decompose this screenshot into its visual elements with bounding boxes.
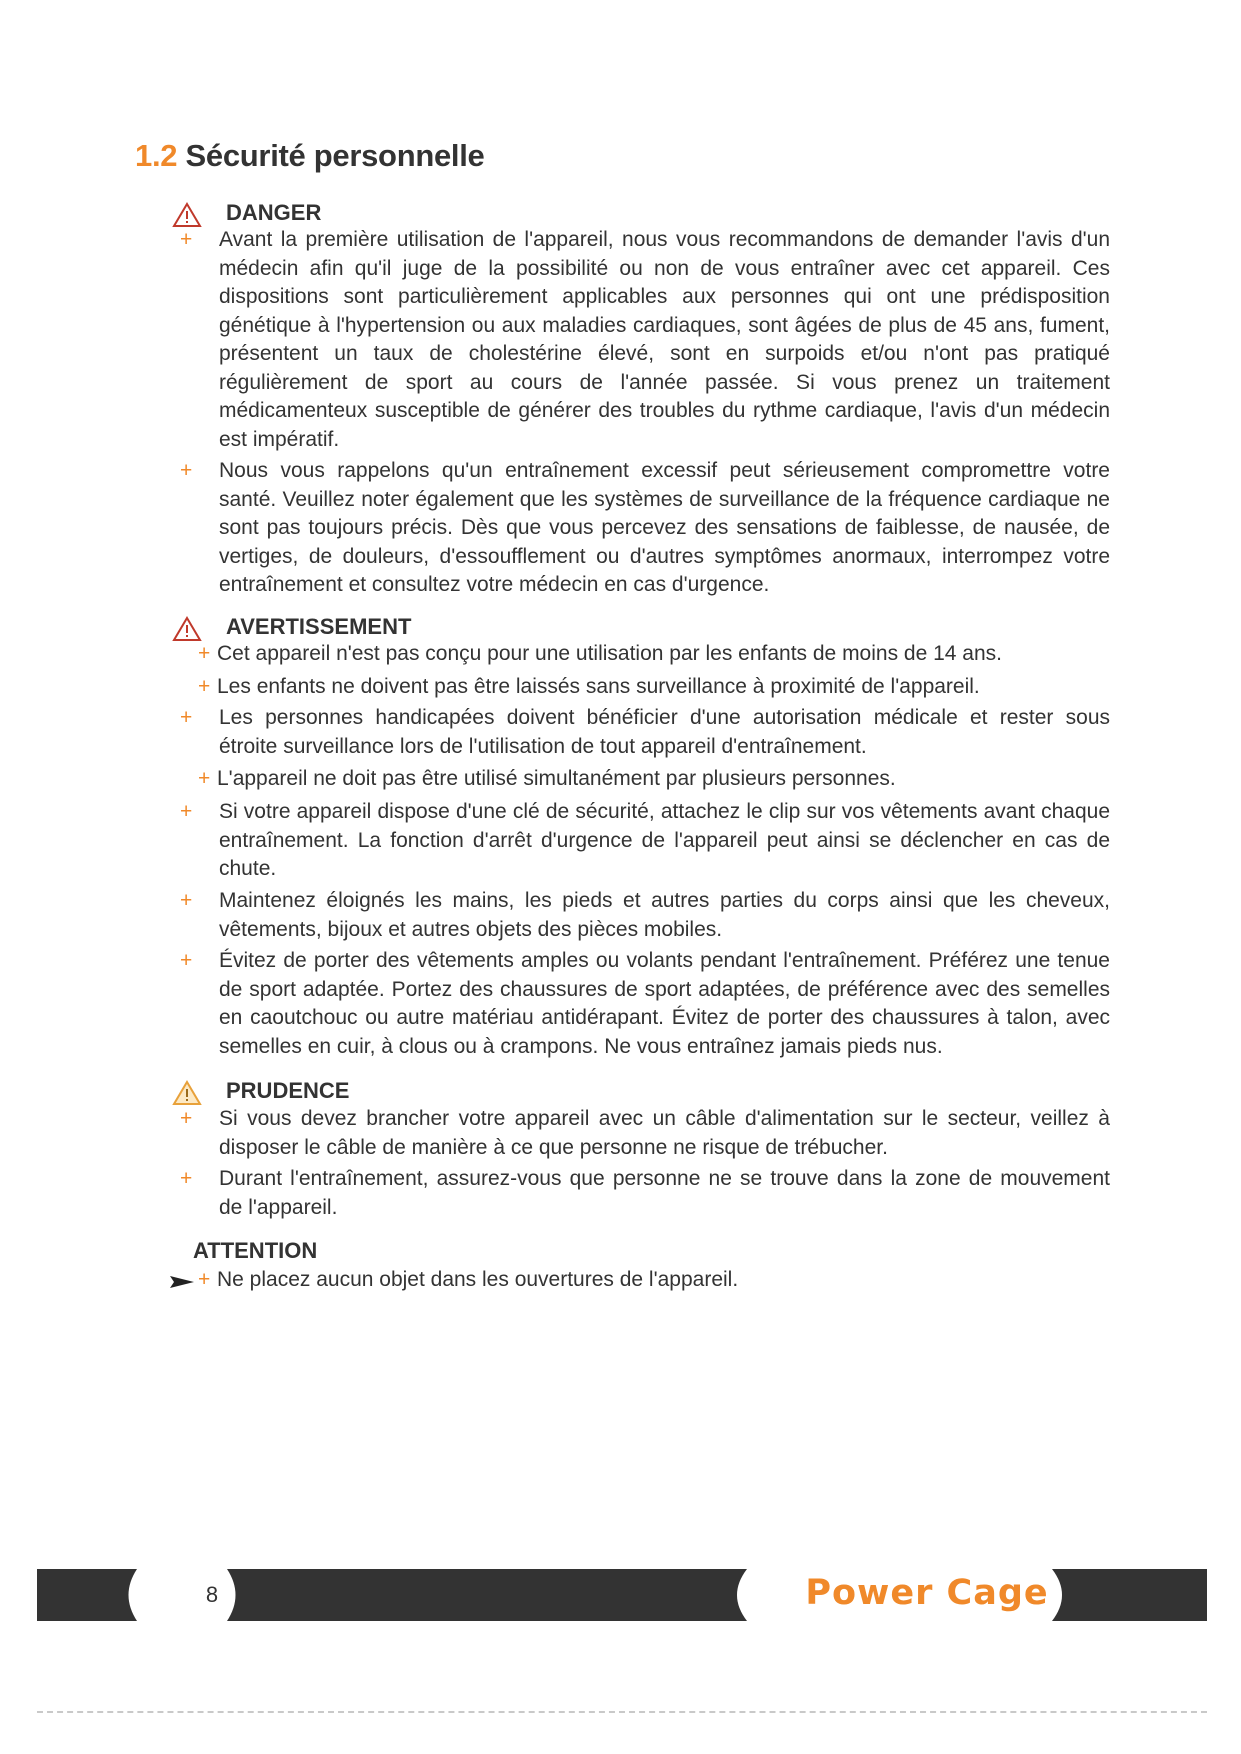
avertissement-label: AVERTISSEMENT: [226, 614, 412, 639]
bullet-plus: +: [180, 706, 193, 729]
avertissement-item-2: Les enfants ne doivent pas être laissés sans surveillance à proximité de l'appareil.: [217, 675, 980, 698]
bullet-plus: +: [198, 767, 211, 790]
bullet-plus: +: [180, 889, 193, 912]
avertissement-item-3: Les personnes handicapées doivent bénéficier d'une autorisation médicale et rester sous étroite surveillance lors de l'utilisation de tout appareil d'entraînement.: [219, 706, 1110, 758]
page-title: [135, 138, 484, 174]
page-footer: [37, 1568, 1207, 1622]
warning-triangle-icon: [172, 1080, 202, 1106]
bullet-plus: +: [180, 949, 193, 972]
bottom-divider: [37, 1711, 1207, 1713]
warning-triangle-icon: [172, 616, 202, 642]
danger-item-1: Avant la première utilisation de l'appareil, nous vous recommandons de demander l'avis d'un médecin afin qu'il juge de la possibilité ou non de vous entraîner avec cet appareil. Ces dispositions sont particulièrement applicables aux personnes qui ont une prédisposition génétique à l'hypertension ou aux maladies cardiaques, sont âgées de plus de 45 ans, fument, présentent un taux de cholestérine élevé, sont en surpoids et/ou n'ont pas pratiqué régulièrement de sport au cours de l'année passée. Si vous prenez un traitement médicamenteux susceptible de générer des troubles du rythme cardiaque, l'avis d'un médecin est impératif.: [219, 228, 1110, 451]
bullet-plus: +: [198, 675, 211, 698]
bullet-plus: +: [180, 800, 193, 823]
arrow-pointer-icon: [170, 1274, 194, 1290]
brand-logo: Power Cage: [805, 1573, 1049, 1613]
bullet-plus: +: [198, 642, 211, 665]
danger-label: DANGER: [226, 200, 322, 225]
bullet-plus: +: [180, 228, 193, 251]
prudence-label: PRUDENCE: [226, 1078, 350, 1103]
page-number: 8: [205, 1582, 219, 1607]
avertissement-item-7: Évitez de porter des vêtements amples ou volants pendant l'entraînement. Préférez une tenue de sport adaptée. Portez des chaussures de sport adaptées, de préférence avec des semelles en caoutchouc ou autre matériau antidérapant. Évitez de porter des chaussures à talon, avec semelles en cuir, à clous ou à crampons. Ne vous entraînez jamais pieds nus.: [219, 949, 1110, 1058]
avertissement-item-1: Cet appareil n'est pas conçu pour une utilisation par les enfants de moins de 14 ans.: [217, 642, 1002, 665]
danger-item-2: Nous vous rappelons qu'un entraînement excessif peut sérieusement compromettre votre santé. Veuillez noter également que les systèmes de surveillance de la fréquence cardiaque ne sont pas toujours précis. Dès que vous percevez des sensations de faiblesse, de nausée, de vertiges, de douleurs, d'essoufflement ou d'autres symptômes anormaux, interrompez votre entraînement et consultez votre médecin en cas d'urgence.: [219, 459, 1110, 596]
avertissement-item-5: Si votre appareil dispose d'une clé de sécurité, attachez le clip sur vos vêtements avant chaque entraînement. La fonction d'arrêt d'urgence de l'appareil peut ainsi se déclencher en cas de chute.: [219, 800, 1110, 880]
bullet-plus: +: [198, 1268, 211, 1291]
bullet-plus: +: [180, 1167, 193, 1190]
prudence-item-1: Si vous devez brancher votre appareil avec un câble d'alimentation sur le secteur, veillez à disposer le câble de manière à ce que personne ne risque de trébucher.: [219, 1107, 1110, 1159]
section-number: 1.2: [135, 138, 178, 173]
warning-triangle-icon: [172, 202, 202, 228]
attention-item-1: Ne placez aucun objet dans les ouvertures de l'appareil.: [217, 1268, 739, 1291]
avertissement-item-4: L'appareil ne doit pas être utilisé simultanément par plusieurs personnes.: [217, 767, 896, 790]
attention-label: ATTENTION: [193, 1238, 318, 1263]
prudence-item-2: Durant l'entraînement, assurez-vous que personne ne se trouve dans la zone de mouvement de l'appareil.: [219, 1167, 1110, 1219]
section-title: Sécurité personnelle: [185, 138, 485, 173]
bullet-plus: +: [180, 1107, 193, 1130]
bullet-plus: +: [180, 459, 193, 482]
avertissement-item-6: Maintenez éloignés les mains, les pieds et autres parties du corps ainsi que les cheveux, vêtements, bijoux et autres objets des pièces mobiles.: [219, 889, 1110, 941]
